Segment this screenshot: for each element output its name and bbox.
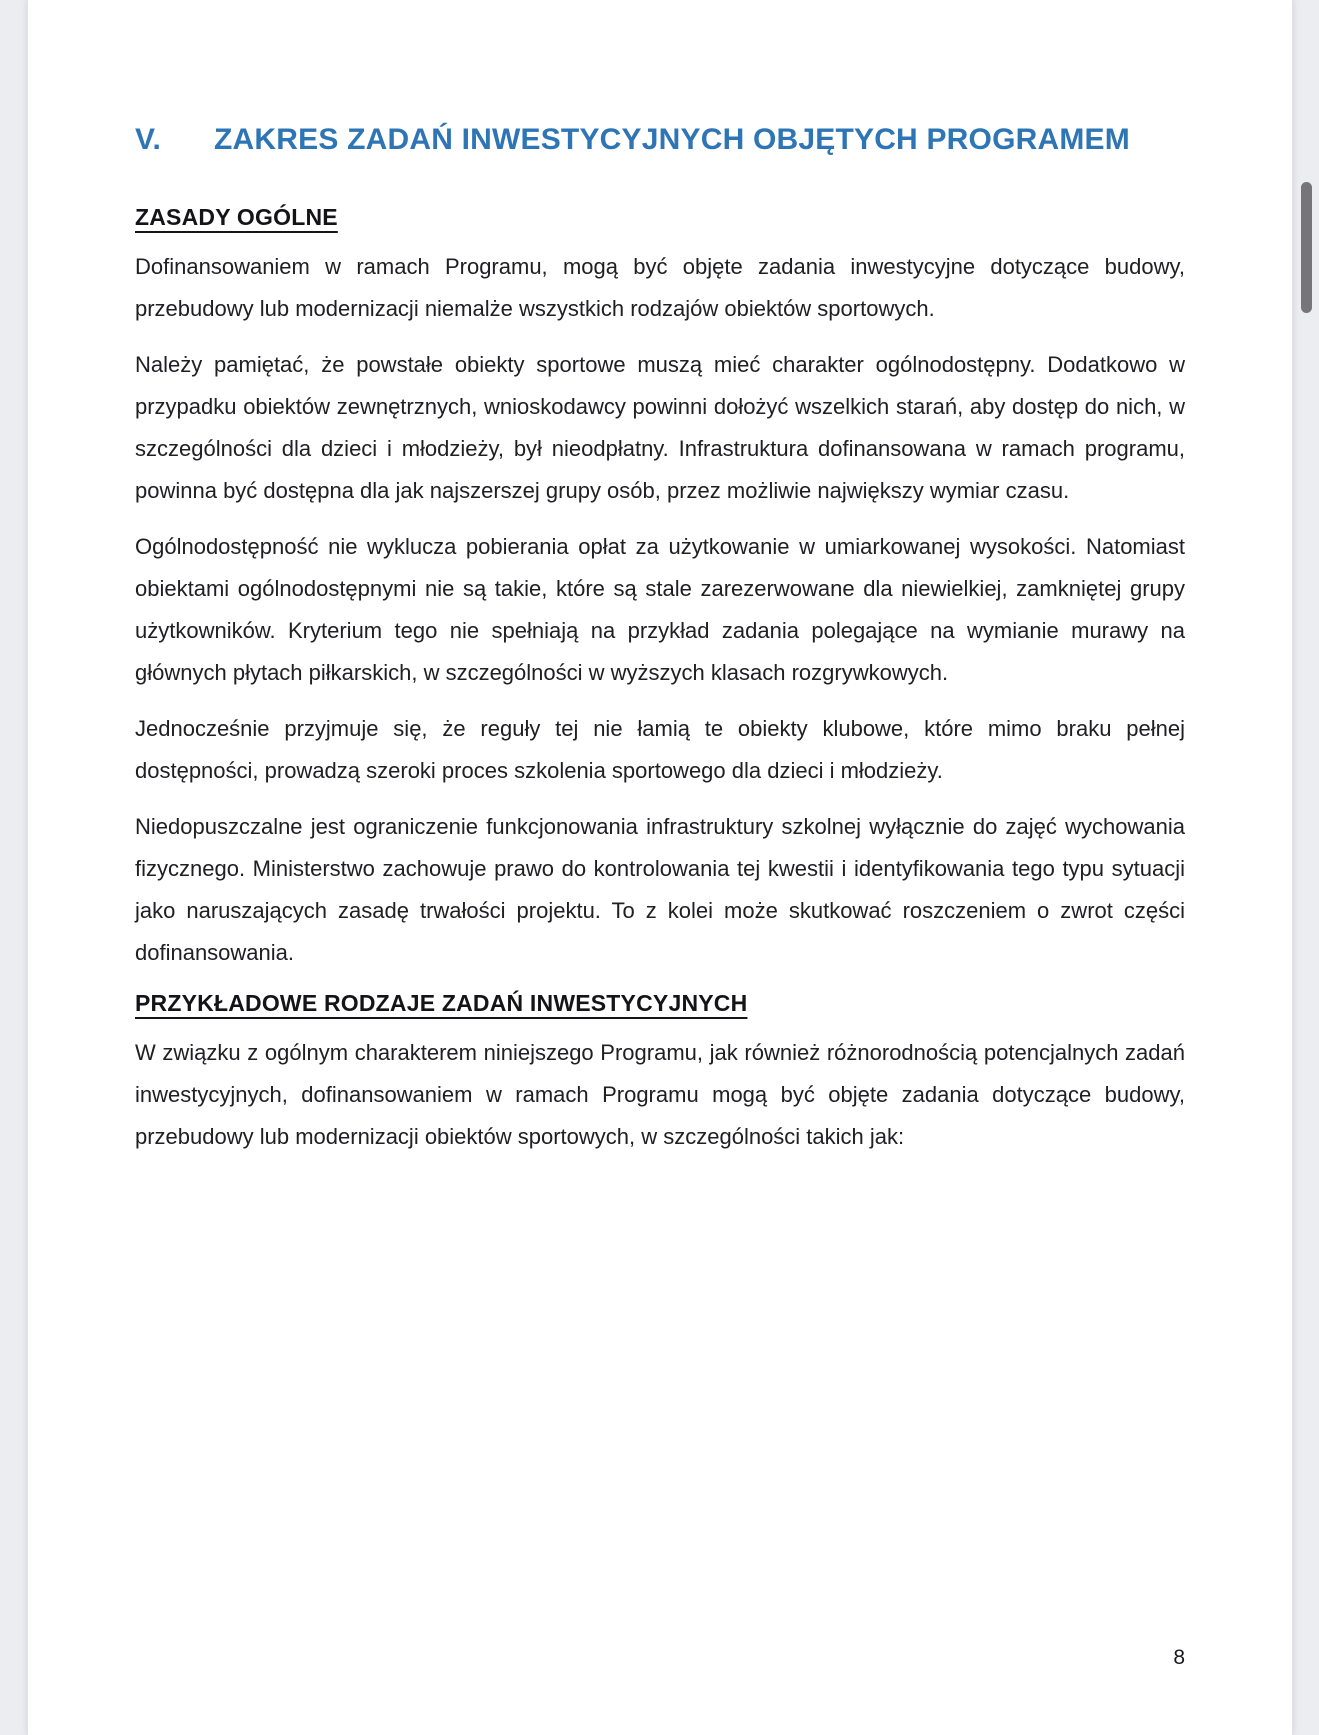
paragraph: Dofinansowaniem w ramach Programu, mogą być objęte zadania inwestycyjne dotyczące budowy, przebudowy lub modernizacji niemalże wszystkich rodzajów obiektów sportowych.	[135, 254, 1185, 321]
paragraph: Należy pamiętać, że powstałe obiekty sportowe muszą mieć charakter ogólnodostępny. Dodatkowo w przypadku obiektów zewnętrznych, wnioskodawcy powinni dołożyć wszelkich starań, aby dostęp do nich, w szczególności dla dzieci i młodzieży, był nieodpłatny. Infrastruktura dofinansowana w ramach programu, powinna być dostępna dla jak najszerszej grupy osób, przez możliwie największy wymiar czasu.	[135, 352, 1185, 503]
document-body	[135, 202, 1185, 1158]
scrollbar-thumb[interactable]	[1301, 182, 1312, 313]
paragraph: Ogólnodostępność nie wyklucza pobierania opłat za użytkowanie w umiarkowanej wysokości. Natomiast obiektami ogólnodostępnymi nie są takie, które są stale zarezerwowane dla niewielkiej, zamkniętej grupy użytkowników. Kryterium tego nie spełniają na przykład zadania polegające na wymianie murawy na głównych płytach piłkarskich, w szczególności w wyższych klasach rozgrywkowych.	[135, 534, 1185, 685]
paragraph: W związku z ogólnym charakterem niniejszego Programu, jak również różnorodnością potencjalnych zadań inwestycyjnych, dofinansowaniem w ramach Programu mogą być objęte zadania dotyczące budowy, przebudowy lub modernizacji obiektów sportowych, w szczególności takich jak:	[135, 1040, 1185, 1149]
subsection-heading: PRZYKŁADOWE RODZAJE ZADAŃ INWESTYCYJNYCH	[135, 990, 748, 1016]
document-page	[27, 0, 1293, 1735]
section-title: ZAKRES ZADAŃ INWESTYCYJNYCH OBJĘTYCH PROGRAMEM	[214, 123, 1130, 156]
subsection-heading: ZASADY OGÓLNE	[135, 204, 338, 230]
page-number: 8	[1173, 1646, 1185, 1669]
paragraph: Niedopuszczalne jest ograniczenie funkcjonowania infrastruktury szkolnej wyłącznie do zajęć wychowania fizycznego. Ministerstwo zachowuje prawo do kontrolowania tej kwestii i identyfikowania tego typu sytuacji jako naruszających zasadę trwałości projektu. To z kolei może skutkować roszczeniem o zwrot części dofinansowania.	[135, 814, 1185, 965]
page-content	[28, 0, 1292, 1735]
paragraph: Jednocześnie przyjmuje się, że reguły tej nie łamią te obiekty klubowe, które mimo braku pełnej dostępności, prowadzą szeroki proces szkolenia sportowego dla dzieci i młodzieży.	[135, 716, 1185, 783]
section-heading	[135, 122, 1185, 158]
section-number: V.	[135, 123, 161, 156]
